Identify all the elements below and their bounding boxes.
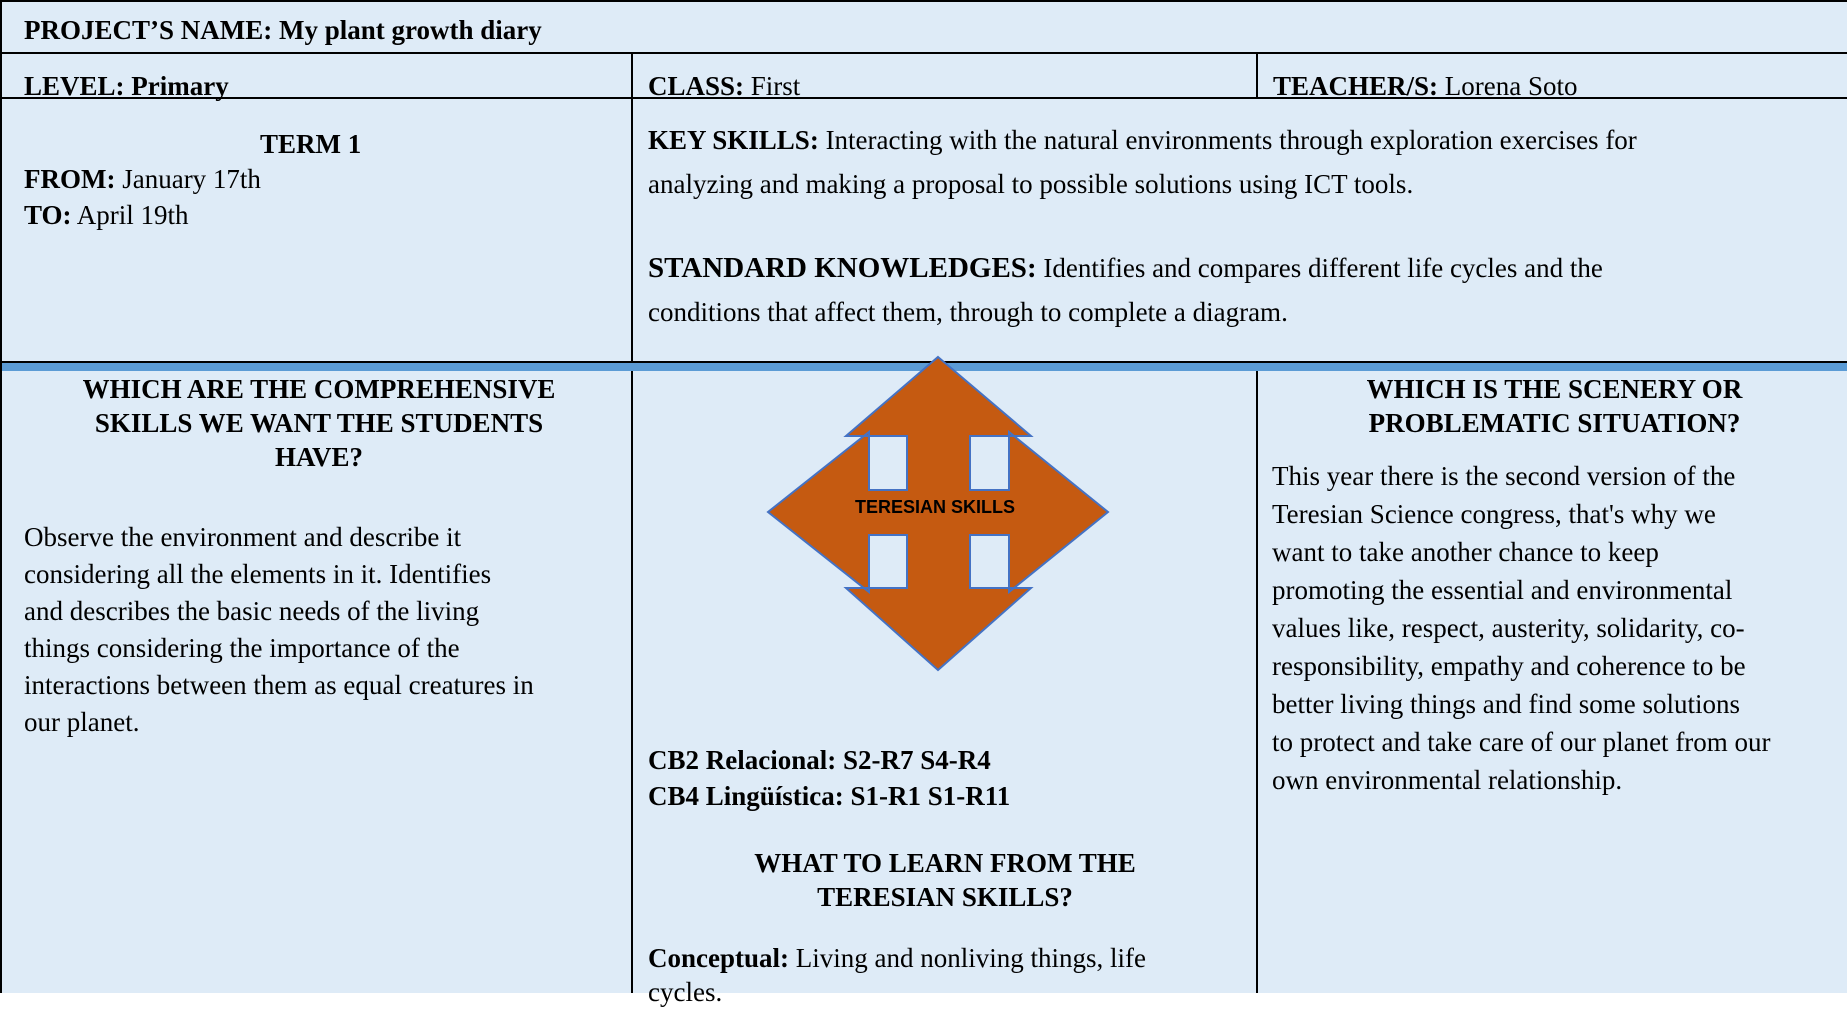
project-name (24, 12, 542, 48)
scenery-heading (1262, 372, 1847, 440)
col-divider-right-row2 (1256, 52, 1258, 97)
class-value: First (750, 71, 801, 101)
teacher-label: TEACHER/S: (1273, 71, 1439, 101)
scenery-line: promoting the essential and environmental (1272, 575, 1733, 605)
table-top-border (0, 0, 1847, 2)
comprehensive-heading-1: WHICH ARE THE COMPREHENSIVE (82, 374, 556, 404)
key-skills-text-1: Interacting with the natural environments through exploration exercises for (825, 125, 1637, 155)
scenery-line: to protect and take care of our planet from our (1272, 727, 1771, 757)
key-skills-label: KEY SKILLS: (648, 125, 819, 155)
level-value: Primary (131, 71, 229, 101)
comprehensive-line: our planet. (24, 707, 140, 737)
comprehensive-body (24, 519, 616, 741)
scenery-line: responsibility, empathy and coherence to be (1272, 651, 1746, 681)
comprehensive-line: Observe the environment and describe it (24, 522, 462, 552)
class-label: CLASS: (648, 71, 745, 101)
scenery-line: want to take another chance to keep (1272, 537, 1659, 567)
comprehensive-line: interactions between them as equal creatures in (24, 670, 534, 700)
conceptual-line2: cycles. (648, 977, 723, 1007)
key-skills-line2: analyzing and making a proposal to possible solutions using ICT tools. (648, 169, 1414, 199)
standard-knowledges-line2: conditions that affect them, through to complete a diagram. (648, 297, 1288, 327)
level (24, 68, 229, 104)
scenery-line: own environmental relationship. (1272, 765, 1623, 795)
standard-knowledges-label: STANDARD KNOWLEDGES: (648, 252, 1037, 284)
conceptual-text-1: Living and nonliving things, life (795, 943, 1146, 973)
conceptual-label: Conceptual: (648, 943, 789, 973)
row-divider-1 (0, 52, 1847, 54)
col-divider-left-row4 (631, 371, 633, 993)
col-divider-left-row3 (631, 97, 633, 363)
scenery-body (1272, 458, 1847, 800)
comprehensive-skills (14, 372, 624, 474)
term-title: TERM 1 (260, 129, 362, 159)
scenery-line: values like, respect, austerity, solidarity, co- (1272, 613, 1745, 643)
scenery-heading-1: WHICH IS THE SCENERY OR (1366, 374, 1743, 404)
teacher (1273, 68, 1578, 104)
learn-heading (640, 846, 1250, 914)
conceptual-line1 (648, 940, 1146, 976)
learn-heading-1: WHAT TO LEARN FROM THE (754, 848, 1136, 878)
level-label: LEVEL: (24, 71, 125, 101)
term-to (24, 197, 189, 233)
col-divider-right-row4 (1256, 371, 1258, 993)
term-from-label: FROM: (24, 164, 116, 194)
comprehensive-line: and describes the basic needs of the living (24, 596, 480, 626)
project-name-value: My plant growth diary (279, 15, 542, 45)
term-from-value: January 17th (122, 164, 261, 194)
teacher-value: Lorena Soto (1444, 71, 1578, 101)
scenery-line: Teresian Science congress, that's why we (1272, 499, 1716, 529)
col-divider-left-row2 (631, 52, 633, 97)
standard-knowledges-line1 (648, 250, 1603, 286)
competence-cb4: CB4 Lingüística: S1-R1 S1-R11 (648, 781, 1011, 811)
term-to-value: April 19th (76, 200, 189, 230)
table-left-border (0, 0, 2, 993)
scenery-heading-2: PROBLEMATIC SITUATION? (1368, 408, 1741, 438)
comprehensive-heading-3: HAVE? (274, 442, 364, 472)
term-from (24, 161, 261, 197)
learn-heading-2: TERESIAN SKILLS? (817, 882, 1073, 912)
standard-knowledges-text-1: Identifies and compares different life cycles and the (1043, 253, 1603, 283)
key-skills-line1 (648, 122, 1637, 158)
class (648, 68, 800, 104)
competence-cb2: CB2 Relacional: S2-R7 S4-R4 (648, 745, 991, 775)
comprehensive-line: things considering the importance of the (24, 633, 460, 663)
arrow-label: TERESIAN SKILLS (854, 497, 1015, 517)
comprehensive-line: considering all the elements in it. Identifies (24, 559, 492, 589)
scenery-line: This year there is the second version of the (1272, 461, 1736, 491)
project-name-label: PROJECT’S NAME: (24, 15, 273, 45)
comprehensive-heading-2: SKILLS WE WANT THE STUDENTS (94, 408, 544, 438)
scenery-line: better living things and find some solutions (1272, 689, 1740, 719)
term-to-label: TO: (24, 200, 72, 230)
